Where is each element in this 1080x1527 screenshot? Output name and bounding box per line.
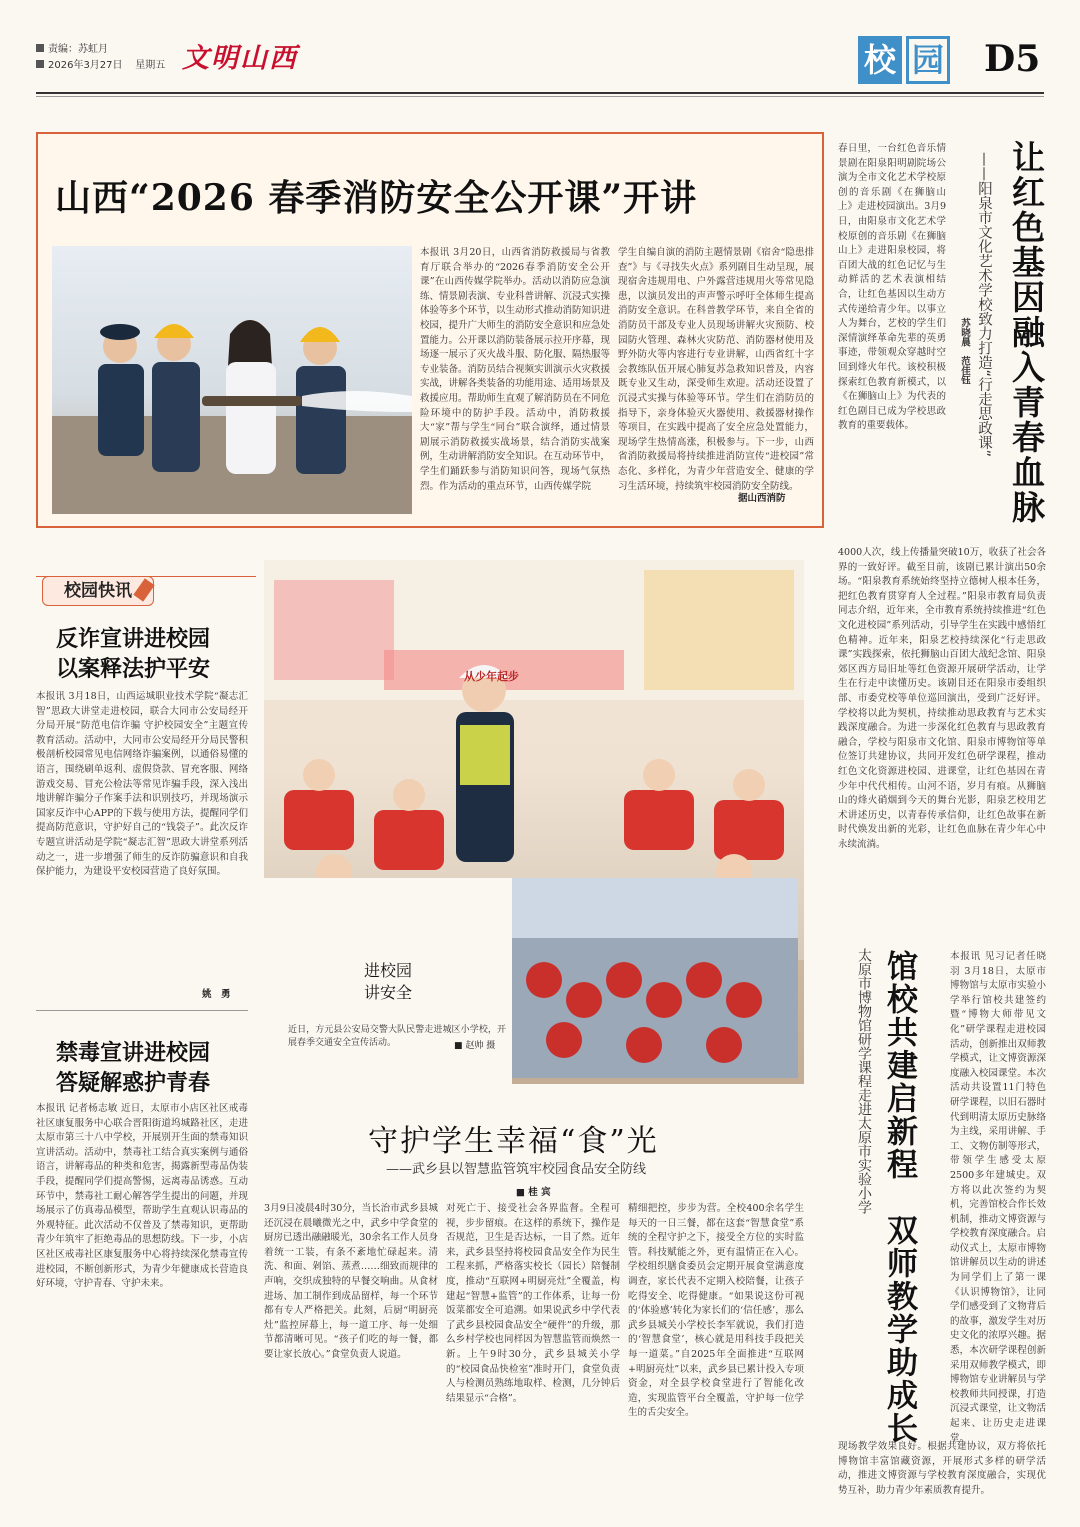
food-col2: 对死亡于、接受社会各界监督。全程可视，步步留痕。在这样的系统下，操作是否规范，卫生是否达标，一目了然。近年来，武乡县坚持将校园食品安全作为民生工程来抓，严格落实校长（园长）陪餐制度，推动“互联网+明厨亮灶”全覆盖，构建起“智慧+监管”的工作体系，让每一份饭菜都安全可追溯。如果说武乡中学代表了武乡县校园食品安全“硬件”的升级，那么乡村学校也同样因为智慧监管而焕然一新。上午9时30分，武乡县城关小学的“校园食品快检室”准时开门，食堂负责人与检测员熟练地取样、检测，几分钟后结果显示“合格”。 — [446, 1203, 620, 1404]
story-divider — [36, 1010, 248, 1011]
story2-text: 本报讯 记者杨志敏 近日，太原市小店区社区戒毒社区康复服务中心联合晋阳街道坞城路社区，走进太原市第三十八中学校，开展别开生面的禁毒知识宣讲活动。活动中，禁毒社工结合真实案例与通俗语言，讲解毒品的种类和危害，揭露新型毒品伪装手段，提醒同学们提高警惕，远离毒品诱惑。互动环节中，禁毒社工耐心解答学生提出的问题，并现场展示了仿真毒品模型，帮助学生直观认识毒品的外观特征。此次活动不仅普及了禁毒知识，更帮助青少年筑牢了拒绝毒品的思想防线。下一步，小店区社区戒毒社区康复服务中心将持续深化禁毒宣传进校园，不断创新形式，为青少年健康成长营造良好环境，守护青春、守护未来。 — [36, 1103, 248, 1290]
header-rule — [36, 92, 1044, 94]
story1-title-line1: 反诈宣讲进校园 — [56, 626, 211, 652]
masthead-logo: 文明山西 — [182, 43, 298, 74]
museum-subhead: 太原市博物馆研学课程走进太原市实验小学 — [856, 948, 872, 1214]
firefighter-illustration — [52, 246, 412, 514]
main-article-credit: 据山西消防 — [738, 493, 786, 504]
editor-line — [36, 42, 108, 57]
story2-title — [56, 1038, 210, 1098]
red-gene-byline: 苏晓晨 范佳钰 — [959, 318, 970, 385]
food-byline: ■ 桂 宾 — [516, 1187, 551, 1198]
editor-name: 责编：苏虹月 — [48, 44, 108, 55]
page-number: D5 — [984, 38, 1041, 80]
firefighter-photo — [52, 246, 412, 514]
section-badge-2: 园 — [906, 36, 950, 84]
red-gene-headline: 让红色基因融入青春血脉 — [1007, 140, 1046, 525]
bullet-square-icon — [36, 60, 44, 68]
story1-title-line2: 以案释法护平安 — [56, 656, 211, 682]
campus-news-label: 校园快讯 — [42, 576, 154, 606]
main-article-col1: 本报讯 3月20日，山西省消防救援局与省教育厅联合举办的“2026春季消防安全公开课”在山西传媒学院举办。活动以消防应急演练、情景剧表演、专业科普讲解、沉浸式实操体验等多个环节，以生动形式推动消防知识进校园，提升广大师生的消防安全意识和应急处置能力。公开课以消防装备展示拉开序幕，现场逐一展示了灭火战斗服、防化服、隔热服等专业装备。消防员结合视频实训演示火灾救援实战，讲解各类装备的功能用途、适用场景及救援应用。帮助师生直观了解消防员在不同危险环境中的防护手段。活动中，消防救援大“家”帮与学生“同台”联合演绎，通过情景剧展示消防救援实战场景，结合消防实战案例，生动讲解消防安全知识。在互动环节中，学生们踊跃参与消防知识问答，现场气氛热烈。作为活动的重点环节，山西传媒学院 — [420, 247, 611, 492]
bullet-square-icon — [36, 44, 44, 52]
photo-caption-title-line2: 讲安全 — [364, 983, 413, 1002]
main-headline: 山西“2026 春季消防安全公开课”开讲 — [55, 177, 698, 219]
red-gene-col1: 春日里，一台红色音乐情景剧在阳泉阳明剧院场公演为全市文化艺术学校原创的音乐剧《在狮脑山上》走进校园演出。3月9日，由阳泉市文化艺术学校原创的音乐剧《在狮脑山上》走进阳泉校园，将百团大战的红色记忆与生动鲜活的艺术表演相结合，让红色基因以生动方式传递给青少年。以事立人为舞台，艺校的学生们深情演绎革命先辈的英勇事迹，带领观众穿越时空回到烽火年代。该校积极探索红色教育新模式，以《在狮脑山上》为代表的红色剧目已成为学校思政教育的重要载体。 — [838, 143, 946, 432]
classroom-sign: 从少年起步 — [464, 670, 519, 683]
photo-caption-title-line1: 进校园 — [364, 961, 413, 980]
photo-caption-text: 近日，方元县公安局交警大队民警走进城区小学校，开展春季交通安全宣传活动。 — [288, 1025, 506, 1048]
food-col3: 精细把控，步步为营。全校400余名学生每天的一日三餐，都在这套“智慧食堂”系统的全程守护之下，接受全方位的实时监管。科技赋能之外，更有温情正在入心。学校组织膳食委员会定期开展食堂满意度调查，家长代表不定期入校陪餐，让孩子吃得安全、吃得健康。“如果说这份可视的‘体验感’转化为家长们的‘信任感’，那么武乡县城关小学校长李军就说，我们打造的‘智慧食堂’，核心就是用科技手段把关每一道菜。”自2025年全面推进“互联网+明厨亮灶”以来，武乡县已累计投入专项资金，对全县学校食堂进行了智能化改造，实现监管平台全覆盖，守护每一位学生的舌尖安全。 — [628, 1203, 804, 1419]
red-gene-col2: 4000人次，线上传播量突破10万，收获了社会各界的一致好评。截至目前，该剧已累计演出50余场。“阳泉教育系统始终坚持立德树人根本任务，把红色教育贯穿育人全过程。”阳泉市教育局负责同志介绍，近年来，全市教育系统持续推进“红色文化进校园”系列活动，引导学生在实践中感悟红色精神。近年来，阳泉艺校持续深化“行走思政课”实践探索，依托狮脑山百团大战纪念馆、阳泉郊区西方局旧址等红色资源开展研学活动，让学生在行走中读懂历史。该剧目还在阳泉市委组织部、市委党校等单位巡回演出，受到广泛好评。学校将以此为契机，持续推动思政教育与艺术实践深度融合。为进一步深化红色教育与思政教育融合，学校与阳泉市文化馆、阳泉市博物馆等单位签订共建协议，共同开发红色研学课程，推动红色文化资源进校园、进课堂，让红色基因在青少年中代代相传。山河不语，岁月有痕。从狮脑山的烽火硝烟到今天的舞台光影，阳泉艺校用艺术讲述历史，以青春传承信仰，让红色故事在新时代焕发出新的光彩，让红色血脉在青少年心中永续流淌。 — [838, 547, 1046, 850]
story1-text: 本报讯 3月18日，山西运城职业技术学院“凝志汇智”思政大讲堂走进校园，联合大同市公安局经开分局开展“防范电信诈骗 守护校园安全”主题宣传教育活动。活动中，大同市公安局经开分局民警积极剖析校园常见电信网络诈骗案例，以通俗易懂的语言，围绕刷单返利、虚假贷款、冒充客服、网络游戏交易、冒充公检法等常见诈骗手段，深入浅出地讲解诈骗分子作案手法和识别技巧，并现场演示国家反诈中心APP的下载与使用方法，提醒同学们提高防范意识，守护好自己的“钱袋子”。此次反诈专题宣讲活动是学院“凝志汇智”思政大讲堂系列活动之一，进一步增强了师生的反诈防骗意识和自我保护能力，为建设平安校园营造了良好氛围。 — [36, 691, 248, 878]
red-gene-subhead: ——阳泉市文化艺术学校致力打造“行走思政课” — [976, 152, 992, 458]
food-col1: 3月9日凌晨4时30分，当长治市武乡县城还沉浸在晨曦微光之中，武乡中学食堂的厨房已透出融融暖光，30余名工作人员身着统一工装，有条不紊地忙碌起来。清洗、和面、剁馅、蒸煮……细致而规律的声响，交织成独特的早餐交响曲。从食材进场、加工制作到成品留样，每一个环节都有专人严格把关。此刻，后厨“明厨亮灶”监控屏幕上，每一道工序、每一处细节都清晰可见。“孩子们吃的每一餐，都要让家长放心。”食堂负责人说道。 — [264, 1203, 438, 1360]
story2-title-line1: 禁毒宣讲进校园 — [56, 1040, 211, 1066]
classroom-photo — [264, 560, 804, 1084]
issue-date: 2026年3月27日 — [48, 60, 123, 71]
museum-text: 本报讯 见习记者任晓羽 3月18日，太原市博物馆与太原市实验小学举行馆校共建签约暨“博物大师带见文化”研学课程走进校园活动，创新推出双师教学模式，让文博资源深度融入校园课堂。本次活动共设置11门特色研学课程，以旧石器时代到明清太原历史脉络为主线，采用讲解、手工、文物仿制等形式，带领学生感受太原2500多年建城史。双方将以此次签约为契机，完善馆校合作长效机制，推动文博资源与学校教育深度融合。启动仪式上，太原市博物馆讲解员以生动的讲述为同学们上了第一课《认识博物馆》，让同学们感受到了文物背后的故事，激发学生对历史文化的浓厚兴趣。据悉，本次研学课程创新采用双师教学模式，即博物馆专业讲解员与学校教师共同授课，打造沉浸式课堂，让文物活起来、让历史走进课堂。 — [950, 951, 1046, 1444]
food-subhead: ——武乡县以智慧监管筑牢校园食品安全防线 — [386, 1162, 647, 1177]
story1-credit: 姚 勇 — [202, 989, 231, 1000]
date-line — [36, 58, 165, 73]
story1-title — [56, 624, 210, 684]
issue-weekday: 星期五 — [135, 60, 166, 71]
museum-tail: 现场教学效果良好。根据共建协议，双方将依托博物馆丰富馆藏资源，开展形式多样的研学活动，推进文博资源与学校教育深度融合，实现优势互补，助力青少年素质教育提升。 — [838, 1441, 1046, 1496]
header-rule-thin — [36, 96, 1044, 97]
story2-title-line2: 答疑解惑护青春 — [56, 1070, 211, 1096]
photo-caption-title — [364, 960, 412, 1004]
food-headline: 守护学生幸福“食”光 — [368, 1124, 659, 1159]
museum-headline: 馆校共建启新程 双师教学助成长 — [881, 950, 917, 1445]
section-badge-1: 校 — [858, 36, 902, 84]
main-article-col2: 学生自编自演的消防主题情景剧《宿舍“隐患排查”》与《寻找失火点》系列剧目生动呈现，展现宿舍违规用电、户外露营违规用火等常见隐患，以演员发出的声声警示呼吁全体师生提高消防安全意识。在科普教学环节，来自全省的消防员干部及专业人员现场讲解火灾预防、校园防火管理、森林火灾防范、消防器材使用及野外防火等内容进行专业讲解，山西省红十字会教练队伍开展心肺复苏急救知识普及，内容既专业又生动，深受师生欢迎。活动还设置了沉浸式实操与体验等环节。学生们在消防员的指导下，亲身体验灭火器使用、救援器材操作等项目，在实践中提高了安全应急处置能力，现场学生热情高涨，积极参与。下一步，山西省消防救援局将持续推进消防宣传“进校园”常态化、多样化，为青少年营造安全、健康的学习生活环境，持续筑牢校园消防安全防线。 — [618, 247, 814, 492]
photo-caption-credit: ■ 赵帅 摄 — [454, 1041, 496, 1051]
